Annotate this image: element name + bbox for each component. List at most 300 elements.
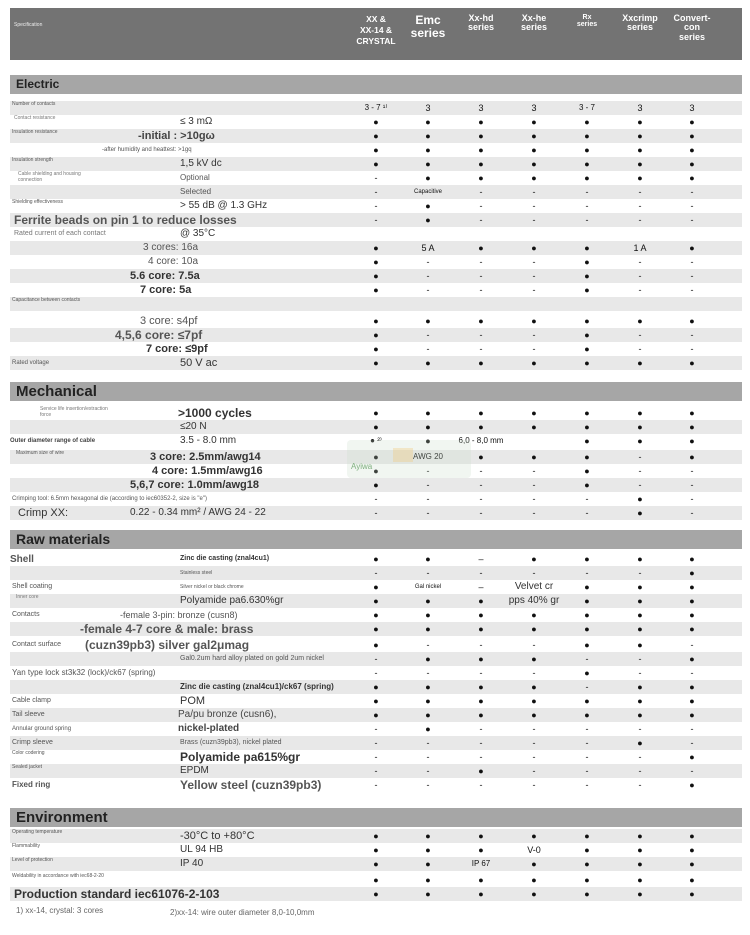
row-label: Cable shielding and housing connection [18,171,81,183]
cell-col-7: ● [689,845,695,855]
cell-col-1: ● ²⁾ [370,436,382,445]
cell-col-1: - [374,508,378,518]
cell-col-5: - [585,508,589,518]
cell-col-7: ● [689,875,695,885]
row-value: Stainless steel [180,570,213,576]
cell-col-7: ● [689,422,695,432]
cell-col-6: - [638,724,642,734]
row-value: 7 core: 5a [140,284,192,296]
cell-col-7: - [690,640,694,650]
row-label: Level of protection [12,857,53,863]
cell-col-2: ● [425,710,431,720]
cell-col-2: - [426,780,430,790]
cell-col-6: - [638,201,642,211]
row-value: 3.5 - 8.0 mm [180,435,237,446]
table-row [10,887,742,901]
cell-col-4: ● [531,610,537,620]
row-value: -female 3-pin: bronze (cusn8) [120,610,238,620]
cell-col-1: ● [373,131,379,141]
cell-col-7: ● [689,780,695,790]
column-header-3 [453,14,509,33]
column-header-line: Xx-hd [468,13,494,23]
cell-col-4: - [532,215,536,225]
cell-col-1: ● [373,145,379,155]
cell-col-5: ● [584,344,590,354]
cell-col-7: - [690,738,694,748]
cell-col-6: - [638,257,642,267]
row-value: ≤20 N [180,421,207,432]
cell-col-1: ● [373,344,379,354]
cell-col-4: - [532,752,536,762]
cell-col-1: ● [373,640,379,650]
cell-col-7: - [690,466,694,476]
cell-col-6: - [638,215,642,225]
cell-col-4: - [532,344,536,354]
cell-col-4: - [532,330,536,340]
table-row [10,241,742,255]
cell-col-6: - [638,752,642,762]
cell-col-6: ● [637,173,643,183]
column-header-line: CRYSTAL [356,36,396,46]
cell-col-6: ● [637,610,643,620]
cell-col-4: - [532,738,536,748]
cell-col-4: ● [531,408,537,418]
cell-col-5: ● [584,710,590,720]
cell-col-1: ● [373,243,379,253]
table-row [10,328,742,342]
cell-col-6: ● [637,554,643,564]
cell-col-2: - [426,330,430,340]
cell-col-7: ● [689,596,695,606]
cell-col-4: - [532,568,536,578]
cell-col-6: ● [637,422,643,432]
cell-col-7: ● [689,436,695,446]
cell-col-4: Velvet cr [514,581,554,592]
cell-col-7: ● [689,568,695,578]
column-header-line: Xx-he [521,13,547,23]
row-value: POM [180,695,206,707]
cell-col-4: - [532,494,536,504]
cell-col-5: ● [584,889,590,899]
cell-col-4: - [532,285,536,295]
table-row [10,129,742,143]
cell-col-6: ● [637,696,643,706]
table-row [10,420,742,434]
cell-col-4: ● [531,452,537,462]
cell-col-5: 3 - 7 [578,103,595,112]
cell-col-5: ● [584,480,590,490]
table-row [10,638,742,652]
cell-col-1: ● [373,624,379,634]
cell-col-3: - [479,215,483,225]
cell-col-2: ● [425,173,431,183]
cell-col-5: ● [584,131,590,141]
row-value: 3 cores: 16a [143,242,199,253]
cell-col-2: - [426,640,430,650]
cell-col-7: - [690,766,694,776]
cell-col-7: ● [689,117,695,127]
cell-col-4: ● [531,173,537,183]
watermark-text: Ayiwa [351,462,373,471]
cell-col-1: ● [373,889,379,899]
row-value: Zinc die casting (znal4cu1) [180,555,270,562]
cell-col-1: ● [373,316,379,326]
cell-col-5: ● [584,875,590,885]
column-header-line: Convert- [673,13,711,23]
cell-col-3: ● [478,243,484,253]
table-row [10,213,742,227]
cell-col-3: - [479,724,483,734]
table-row [10,843,742,857]
table-row [10,506,742,520]
cell-col-2: - [426,257,430,267]
cell-col-5: - [585,201,589,211]
row-label: Crimping tool: 6.5mm hexagonal die (according to iec60352-2, size is "e") [12,496,208,502]
cell-col-3: ● [478,624,484,634]
table-row [10,694,742,708]
cell-col-5: ● [584,624,590,634]
cell-col-2: ● [425,145,431,155]
cell-col-5: ● [584,173,590,183]
column-header-line: XX-14 & [359,25,393,35]
table-row [10,722,742,736]
cell-col-5: ● [584,316,590,326]
column-header-line: series [678,31,706,42]
row-label: Cable clamp [12,697,51,704]
cell-col-1: ● [373,466,379,476]
cell-col-4: ● [531,422,537,432]
cell-col-3: – [478,582,484,592]
cell-col-2: - [426,285,430,295]
table-row [10,778,742,792]
table-row [10,492,742,506]
cell-col-3: - [479,494,483,504]
cell-col-7: ● [689,131,695,141]
cell-col-5: ● [584,117,590,127]
cell-col-4: - [532,640,536,650]
row-label: Inner core [16,594,39,600]
cell-col-2: 3 [425,103,431,113]
cell-col-2: ● [425,159,431,169]
table-row [10,342,742,356]
table-row [10,566,742,580]
cell-col-6: ● [637,145,643,155]
cell-col-5: ● [584,257,590,267]
footnote-2: 2)xx-14: wire outer diameter 8,0-10,0mm [170,908,315,917]
cell-col-4: - [532,724,536,734]
cell-col-4: - [532,668,536,678]
cell-col-5: - [585,682,589,692]
cell-col-1: ● [373,831,379,841]
table-row [10,255,742,269]
cell-col-6: ● [637,831,643,841]
cell-col-6: ● [637,845,643,855]
cell-col-7: - [690,344,694,354]
row-label: Color codering [12,750,45,756]
row-value: (cuzn39pb3) silver gal2μmag [85,638,250,652]
cell-col-6: ● [637,508,643,518]
row-value: Silver nickel or black chrome [180,584,244,590]
cell-col-3: ● [478,654,484,664]
cell-col-2: ● [425,436,431,446]
row-label: Capacitance between contacts [12,297,81,303]
row-value: 5.6 core: 7.5a [130,270,200,282]
cell-col-3: ● [478,173,484,183]
cell-col-6: ● [637,117,643,127]
column-header-6 [612,14,668,33]
cell-col-7: ● [689,831,695,841]
cell-col-1: ● [373,358,379,368]
cell-col-1: - [374,668,378,678]
cell-col-3: ● [478,117,484,127]
cell-col-1: ● [373,480,379,490]
cell-col-1: - [374,724,378,734]
cell-col-6: ● [637,131,643,141]
cell-col-5: - [585,187,589,197]
cell-col-5: ● [584,610,590,620]
cell-col-3: ● [478,710,484,720]
cell-col-2: ● [425,554,431,564]
row-label: Service life insertion/extraction force [40,406,108,418]
cell-col-3: 3 [478,103,484,113]
cell-col-7: ● [689,408,695,418]
cell-col-7: ● [689,889,695,899]
cell-col-4: ● [531,831,537,841]
cell-col-5: ● [584,582,590,592]
section-title: Mechanical [16,383,97,400]
cell-col-4: - [532,508,536,518]
cell-col-1: ● [373,696,379,706]
cell-col-6: - [638,330,642,340]
cell-col-7: ● [689,752,695,762]
cell-col-7: - [690,668,694,678]
cell-col-2: ● [425,201,431,211]
table-row [10,297,742,311]
cell-col-5: - [585,654,589,664]
row-value: Brass (cuzn39pb3), nickel plated [180,739,282,746]
cell-col-5: ● [584,452,590,462]
row-value: 1,5 kV dc [180,158,222,169]
cell-col-7: ● [689,316,695,326]
cell-col-1: ● [373,117,379,127]
cell-col-3: – [478,554,484,564]
cell-col-1: ● [373,285,379,295]
row-label: Fixed ring [12,780,51,789]
cell-col-5: - [585,568,589,578]
cell-col-6: - [638,766,642,776]
row-value: 4 core: 10a [148,256,199,267]
cell-col-4: ● [531,316,537,326]
row-label: Operating temperature [12,829,63,835]
cell-col-3: - [479,738,483,748]
cell-col-5: ● [584,285,590,295]
cell-col-2: - [426,568,430,578]
cell-col-5: ● [584,271,590,281]
row-label: Tail sleeve [12,711,45,718]
cell-col-5: ● [584,696,590,706]
cell-col-3: ● [478,610,484,620]
cell-col-2: ● [425,358,431,368]
cell-col-4: ● [531,243,537,253]
row-value: 50 V ac [180,357,218,369]
cell-col-7: ● [689,173,695,183]
cell-col-6: ● [637,624,643,634]
cell-col-7: - [690,724,694,734]
cell-col-5: ● [584,668,590,678]
cell-col-5: ● [584,145,590,155]
cell-col-2: ● [425,859,431,869]
cell-col-4: V-0 [527,845,541,855]
cell-col-7: - [690,215,694,225]
cell-col-5: ● [584,596,590,606]
section-title: Electric [16,77,60,91]
row-value: -after humidity and heattest: >1gq [102,147,192,153]
cell-col-1: - [374,780,378,790]
cell-col-6: - [638,780,642,790]
cell-col-3: - [479,330,483,340]
cell-col-3: IP 67 [471,859,491,868]
cell-col-2: - [426,752,430,762]
cell-col-3: - [479,285,483,295]
cell-col-1: - [374,173,378,183]
cell-col-2: ● [425,215,431,225]
cell-col-5: - [585,494,589,504]
cell-col-5: ● [584,859,590,869]
cell-col-4: - [532,201,536,211]
row-label: Insulation resistance [12,129,58,135]
cell-col-3: ● [478,452,484,462]
table-row [10,873,742,887]
cell-col-1: ● [373,452,379,462]
cell-col-7: ● [689,682,695,692]
cell-col-4: ● [531,710,537,720]
cell-col-7: ● [689,452,695,462]
table-row [10,594,742,608]
cell-col-2: ● [425,831,431,841]
table-row [10,356,742,370]
cell-col-2: 5 A [421,243,435,253]
cell-col-7: ● [689,554,695,564]
cell-col-5: ● [584,845,590,855]
row-value: Polyamide pa615%gr [180,750,301,764]
cell-col-3: ● [478,766,484,776]
cell-col-6: ● [637,889,643,899]
row-value: Optional [180,173,210,182]
cell-col-2: ● [425,117,431,127]
cell-col-4: pps 40% gr [508,595,560,606]
cell-col-6: ● [637,875,643,885]
table-row [10,608,742,622]
cell-col-7: ● [689,696,695,706]
cell-col-3: ● [478,316,484,326]
row-value: 5,6,7 core: 1.0mm/awg18 [130,479,260,491]
cell-col-6: ● [637,358,643,368]
row-value: -30°C to +80°C [180,830,255,842]
cell-col-3: ● [478,422,484,432]
cell-col-1: - [374,187,378,197]
row-value: EPDM [180,765,209,776]
column-header-4 [506,14,562,33]
cell-col-6: - [638,654,642,664]
row-label: Flammability [12,843,41,849]
column-header-line: Rx [582,14,592,21]
cell-col-5: ● [584,243,590,253]
section-header [10,808,742,827]
row-label: Shell coating [12,583,53,590]
row-value: @ 35°C [180,228,216,239]
row-label: Ferrite beads on pin 1 to reduce losses [14,213,237,227]
cell-col-3: ● [478,889,484,899]
cell-col-1: ● [373,859,379,869]
cell-col-5: - [585,780,589,790]
cell-col-4: - [532,466,536,476]
cell-col-3: ● [478,596,484,606]
cell-col-7: - [690,257,694,267]
cell-col-7: - [690,494,694,504]
cell-col-1: ● [373,554,379,564]
section-header [10,530,742,549]
cell-col-6: 1 A [633,243,647,253]
cell-col-6: - [638,668,642,678]
row-value: >1000 cycles [178,406,252,420]
cell-col-2: ● [425,875,431,885]
cell-col-3: ● [478,145,484,155]
section-title: Raw materials [16,531,111,547]
table-row [10,143,742,157]
cell-col-4: ● [531,117,537,127]
cell-col-4: - [532,480,536,490]
cell-col-2: ● [425,624,431,634]
cell-col-2: ● [425,696,431,706]
cell-col-3: ● [478,131,484,141]
table-row [10,406,742,420]
cell-col-1: ● [373,875,379,885]
table-row [10,227,742,241]
cell-col-2: ● [425,408,431,418]
cell-col-6: - [638,285,642,295]
cell-col-4: ● [531,624,537,634]
table-row [10,199,742,213]
cell-col-1: ● [373,271,379,281]
row-value: IP 40 [180,858,204,869]
column-header-1 [348,14,404,47]
cell-col-5: - [585,766,589,776]
cell-col-2: ● [425,422,431,432]
column-header-line: series [410,25,446,40]
cell-col-6: - [638,480,642,490]
cell-col-5: ● [584,436,590,446]
cell-col-4: - [532,187,536,197]
cell-col-4: ● [531,682,537,692]
column-header-7 [664,14,720,42]
table-row [10,622,742,636]
cell-col-6: - [638,344,642,354]
cell-col-3: ● [478,845,484,855]
cell-col-2: - [426,508,430,518]
row-value: -initial : >10gω [138,130,215,142]
row-value: -female 4-7 core & male: brass [80,622,254,636]
cell-col-3: - [479,752,483,762]
cell-col-1: ● [373,159,379,169]
cell-col-5: ● [584,330,590,340]
row-value: 3 core: 2.5mm/awg14 [150,451,261,463]
cell-col-1: - [374,568,378,578]
cell-col-7: ● [689,654,695,664]
cell-col-4: - [532,271,536,281]
cell-col-6: ● [637,596,643,606]
table-row [10,171,742,185]
cell-col-2: ● [425,724,431,734]
